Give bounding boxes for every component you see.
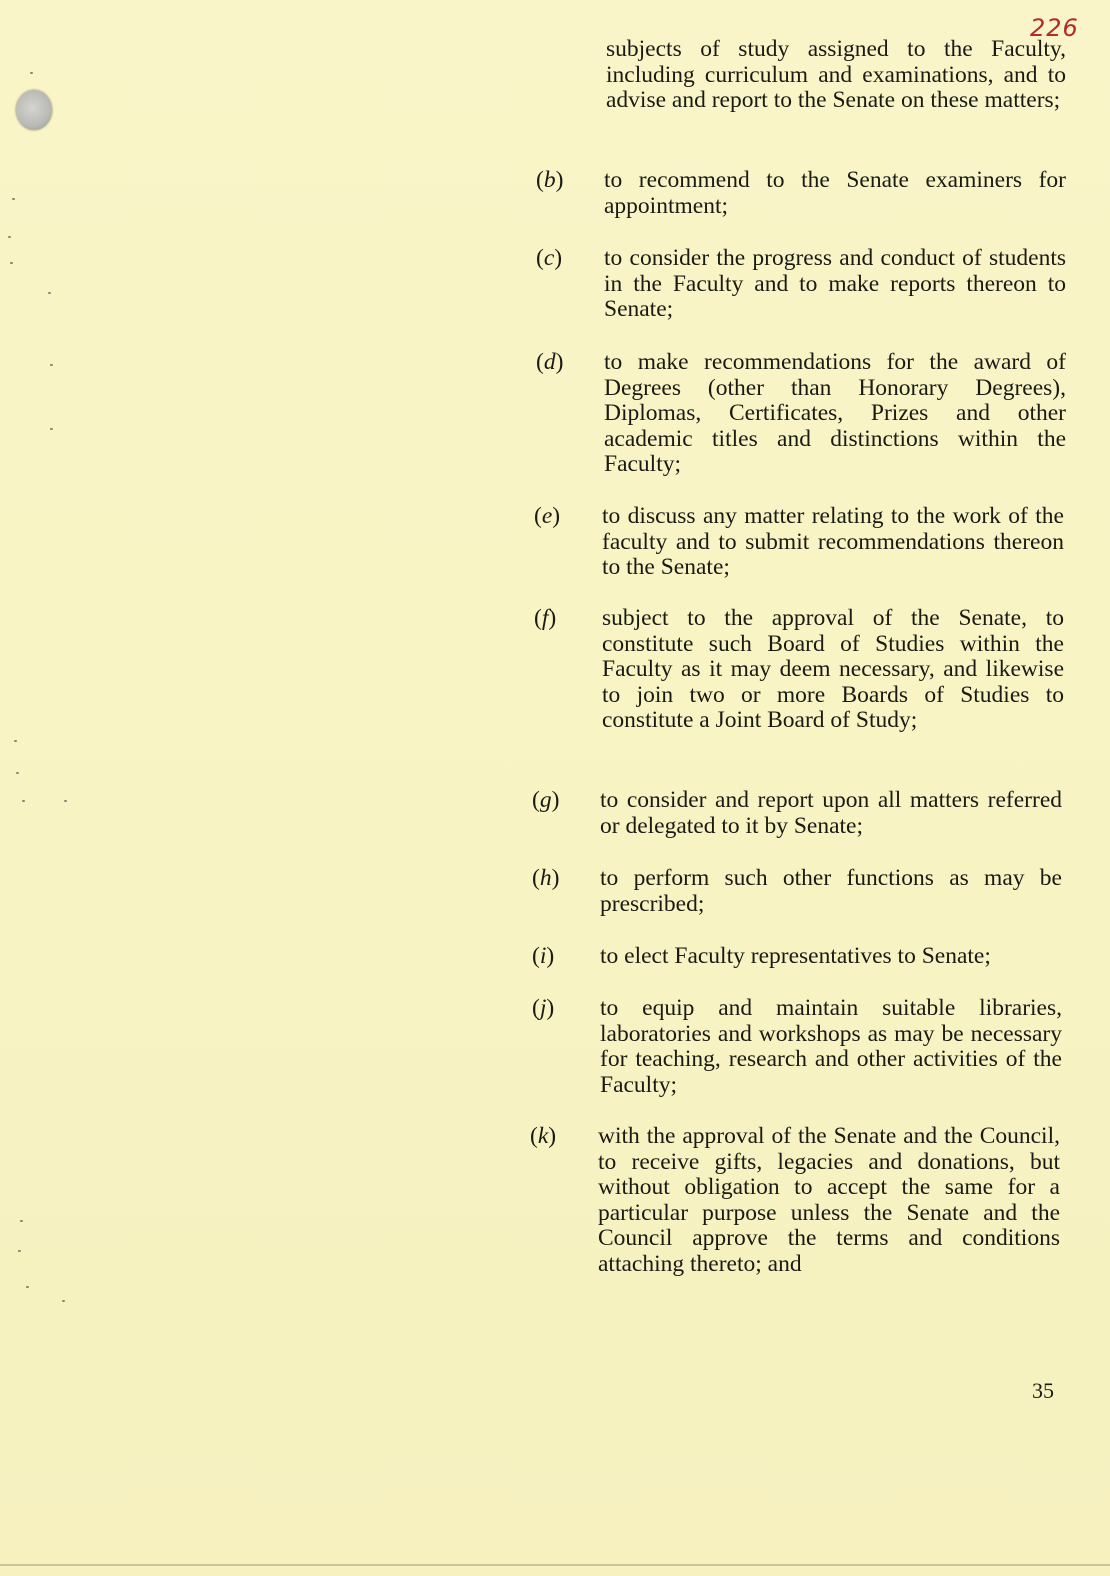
item-text: to equip and maintain suitable libraries, laboratories and workshops as may be necessary for teaching, research and other activities of the Faculty; [600,995,1062,1098]
item-text: to elect Faculty representatives to Senate; [600,943,991,969]
page-number: 35 [1032,1378,1054,1403]
item-marker: (k) [530,1123,557,1149]
handwritten-folio-number: 226 [1030,14,1079,42]
item-text: to recommend to the Senate examiners for appointment; [604,167,1066,219]
page-edge-line [0,1564,1110,1566]
item-text: to perform such other functions as may be prescribed; [600,865,1062,917]
item-marker: (g) [532,787,560,813]
punch-hole [16,90,52,130]
item-marker: (i) [532,943,555,969]
item-text: to consider and report upon all matters referred or delegated to it by Senate; [600,787,1062,839]
item-marker: (c) [536,245,563,271]
item-text: to discuss any matter relating to the work of the faculty and to submit recommendations thereon to the Senate; [602,503,1064,580]
item-marker: (h) [532,865,560,891]
item-text: to consider the progress and conduct of students in the Faculty and to make reports thereon to Senate; [604,245,1066,322]
item-text: with the approval of the Senate and the Council, to receive gifts, legacies and donations, but without obligation to accept the same for a particular purpose unless the Senate and the Council approve the terms and conditions attaching thereto; and [598,1123,1060,1277]
item-marker: (j) [532,995,555,1021]
item-marker: (b) [536,167,564,193]
item-marker: (d) [536,349,564,375]
intro-paragraph: subjects of study assigned to the Faculty, including curriculum and examinations, and to advise and report to the Senate on these matters; [606,36,1066,113]
item-text: to make recommendations for the award of Degrees (other than Honorary Degrees), Diplomas, Certificates, Prizes and other academic titles and distinctions within the Faculty; [604,349,1066,477]
item-text: subject to the approval of the Senate, to constitute such Board of Studies within the Faculty as it may deem necessary, and likewise to join two or more Boards of Studies to constitute a Joint Board of Study; [602,605,1064,733]
item-marker: (e) [534,503,561,529]
item-marker: (f) [534,605,557,631]
